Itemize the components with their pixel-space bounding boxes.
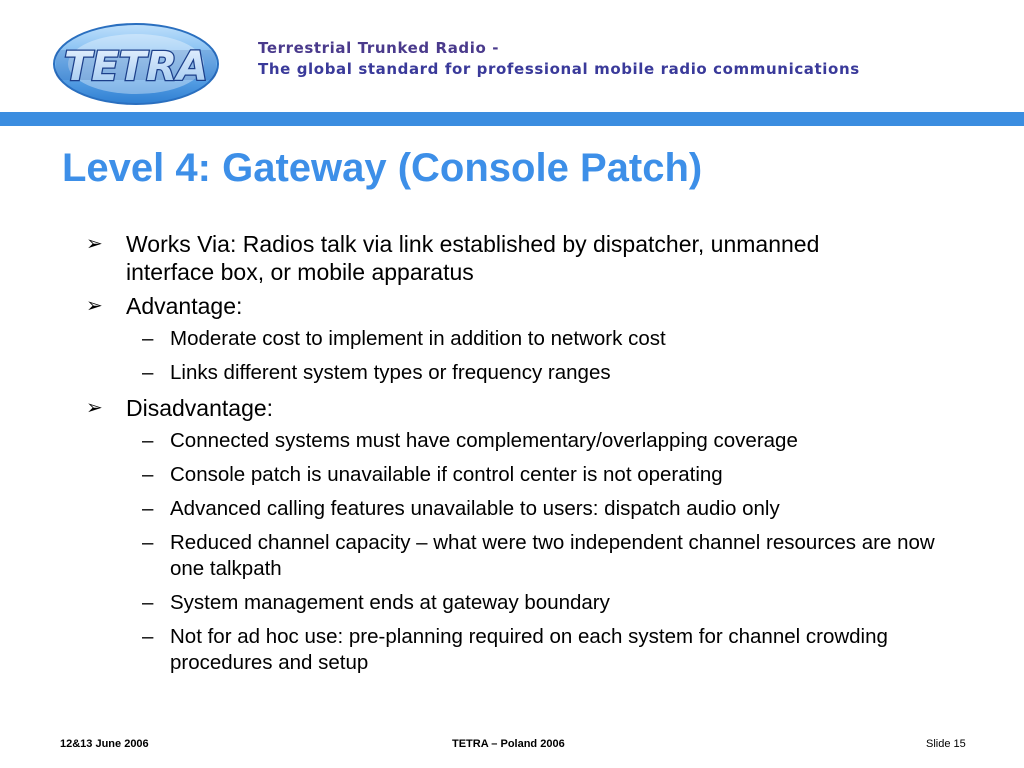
sub-bullet-item	[86, 624, 986, 676]
dash-bullet-icon: –	[142, 591, 154, 614]
tetra-logo	[48, 20, 224, 108]
bullet-item	[86, 394, 986, 422]
bullet-item	[86, 292, 986, 320]
sub-bullet-text: Console patch is unavailable if control center is not operating	[170, 463, 723, 486]
dash-bullet-icon: –	[142, 361, 154, 384]
header-tagline	[258, 38, 860, 80]
sub-bullet-item	[86, 360, 986, 386]
sub-bullet-text: Connected systems must have complementary/overlapping coverage	[170, 429, 798, 452]
sub-bullet-text: Advanced calling features unavailable to users: dispatch audio only	[170, 497, 780, 520]
arrow-bullet-icon: ➢	[86, 397, 103, 419]
header-accent-bar	[0, 112, 1024, 126]
sub-bullet-text: Links different system types or frequency ranges	[170, 361, 611, 384]
arrow-bullet-icon: ➢	[86, 233, 103, 255]
dash-bullet-icon: –	[142, 497, 154, 520]
dash-bullet-icon: –	[142, 463, 154, 486]
tagline-line-2: The global standard for professional mobile radio communications	[258, 60, 860, 78]
sub-bullet-text: System management ends at gateway boundary	[170, 591, 610, 614]
footer-date: 12&13 June 2006	[60, 738, 149, 750]
sub-bullet-item	[86, 428, 986, 454]
sub-bullet-text: Moderate cost to implement in addition to network cost	[170, 327, 666, 350]
sub-bullet-item	[86, 530, 986, 582]
sub-bullet-text: Reduced channel capacity – what were two independent channel resources are now one talkpath	[170, 531, 935, 580]
dash-bullet-icon: –	[142, 625, 154, 648]
dash-bullet-icon: –	[142, 429, 154, 452]
tagline-line-1: Terrestrial Trunked Radio -	[258, 39, 500, 57]
sub-bullet-item	[86, 326, 986, 352]
logo-text: TETRA	[64, 44, 208, 90]
footer-event: TETRA – Poland 2006	[452, 738, 565, 750]
dash-bullet-icon: –	[142, 327, 154, 350]
footer-slide-number: Slide 15	[926, 738, 966, 750]
arrow-bullet-icon: ➢	[86, 295, 103, 317]
dash-bullet-icon: –	[142, 531, 154, 554]
sub-bullet-text: Not for ad hoc use: pre-planning required on each system for channel crowding procedures and setup	[170, 625, 888, 674]
sub-bullet-item	[86, 462, 986, 488]
bullet-text: Advantage:	[126, 293, 243, 319]
bullet-text: Disadvantage:	[126, 395, 274, 421]
sub-bullet-item	[86, 590, 986, 616]
bullet-list	[86, 230, 986, 684]
bullet-item	[86, 230, 986, 286]
bullet-text: Works Via: Radios talk via link established by dispatcher, unmanned interface box, or mobile apparatus	[126, 231, 820, 285]
slide-title: Level 4: Gateway (Console Patch)	[62, 146, 703, 190]
sub-bullet-item	[86, 496, 986, 522]
